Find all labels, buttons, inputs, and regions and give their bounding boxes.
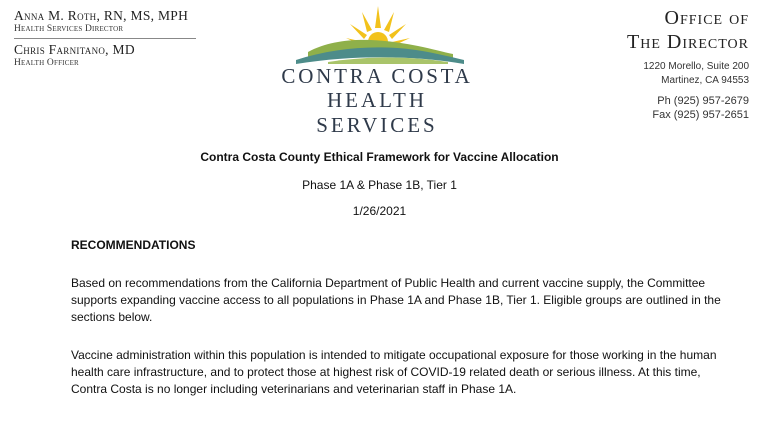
paragraph-2: Vaccine administration within this population is intended to mitigate occupational exposure for those working in the human health care infrastructure, and to protect those at highest risk of COVID-19 related death or serious illness. At this time, Contra Costa is no longer including veterinarians and veterinarian staff in Phase 1A. [71,348,717,396]
address-line2: Martinez, CA 94553 [661,75,749,86]
logo-text-line2: HEALTH SERVICES [316,88,438,137]
letterhead-right-block [549,6,749,122]
paragraph-1: Based on recommendations from the California Department of Public Health and current vaccine supply, the Committee supports expanding vaccine access to all populations in Phase 1A and Phase 1B, Tier 1. Eligible groups are outlined in the sections below. [71,276,721,324]
letterhead-divider [14,38,196,39]
phone-number: Ph (925) 957-2679 [657,95,749,107]
health-officer-title: Health Officer [14,58,79,68]
document-title: Contra Costa County Ethical Framework for Vaccine Allocation [200,150,559,164]
logo-text-line1: CONTRA COSTA [281,64,473,88]
fax-number: Fax (925) 957-2651 [652,109,749,121]
letterhead-left-block [14,8,196,69]
address-line1: 1220 Morello, Suite 200 [643,61,749,72]
contra-costa-logo [268,2,486,137]
director-name: Anna M. Roth, RN, MS, MPH [14,8,189,23]
document-date: 1/26/2021 [352,204,407,218]
section-heading: RECOMMENDATIONS [71,238,196,252]
document-subtitle: Phase 1A & Phase 1B, Tier 1 [302,178,457,192]
office-title-line1: Office of [664,7,749,29]
health-officer-name: Chris Farnitano, MD [14,42,135,57]
office-title-line2: The Director [627,31,749,53]
director-title: Health Services Director [14,24,124,34]
sun-hills-logo-icon [268,2,486,66]
